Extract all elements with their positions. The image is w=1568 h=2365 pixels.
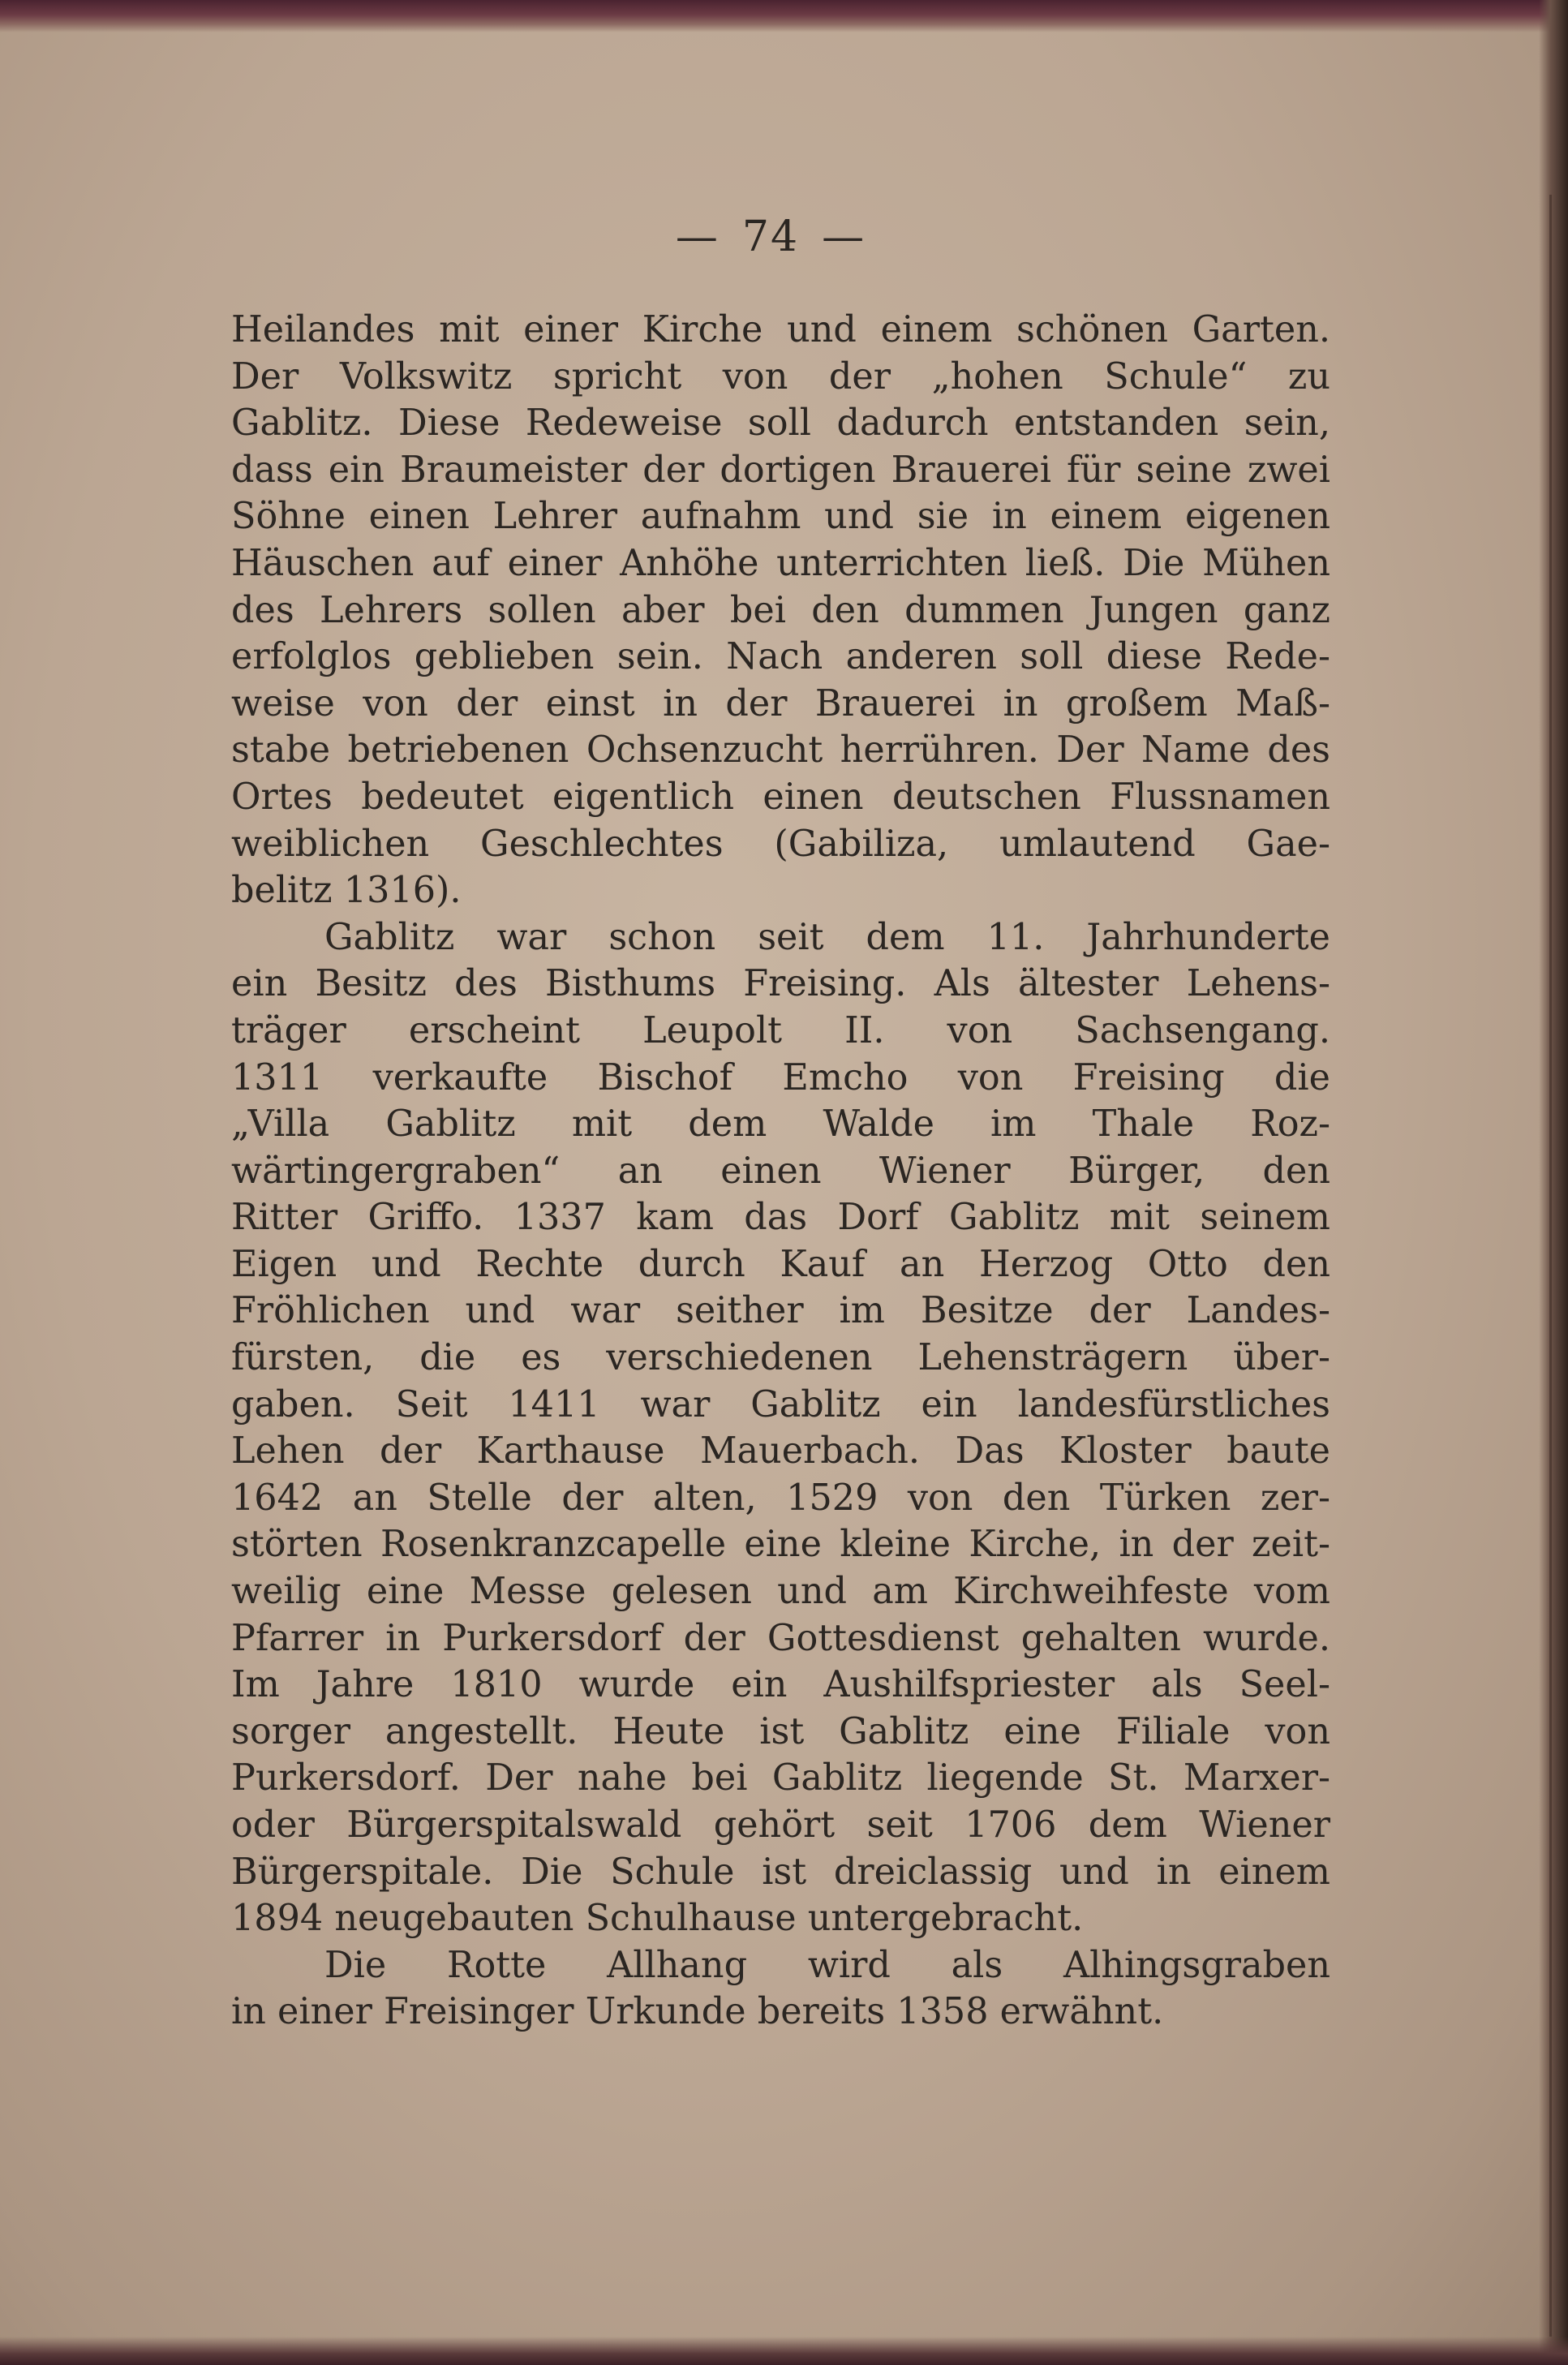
text-line: Pfarrer in Purkersdorf der Gottesdienst gehalten wurde. <box>231 1617 1330 1659</box>
text-line: Die Rotte Allhang wird als Alhingsgraben <box>324 1944 1330 1986</box>
page-number-value: 74 <box>741 213 800 261</box>
text-line: weise von der einst in der Brauerei in großem Maß- <box>231 682 1330 725</box>
text-line: Eigen und Rechte durch Kauf an Herzog Otto den <box>231 1243 1330 1285</box>
text-line: 1894 neugebauten Schulhause untergebracht. <box>231 1898 1084 1940</box>
book-binding-right-edge <box>1539 0 1568 2365</box>
body-text <box>231 307 1330 2036</box>
text-line: Heilandes mit einer Kirche und einem schönen Garten. <box>231 309 1330 350</box>
paragraph <box>231 1942 1330 2036</box>
page-number <box>0 213 1541 261</box>
book-cover-top-edge <box>0 0 1568 32</box>
page-number-dash-left: — <box>675 213 720 261</box>
text-line: ein Besitz des Bisthums Freising. Als ältester Lehens- <box>231 963 1330 1005</box>
text-line: Häuschen auf einer Anhöhe unterrichten ließ. Die Mühen <box>231 542 1330 584</box>
text-line: stabe betriebenen Ochsenzucht herrühren. Der Name des <box>231 729 1330 772</box>
text-line: 1642 an Stelle der alten, 1529 von den Türken zer- <box>231 1477 1330 1519</box>
page-edge-line <box>1549 195 1552 2337</box>
text-line: wärtingergraben“ an einen Wiener Bürger, den <box>231 1150 1330 1192</box>
text-line: oder Bürgerspitalswald gehört seit 1706 dem Wiener <box>231 1804 1330 1846</box>
text-line: Gablitz. Diese Redeweise soll dadurch entstanden sein, <box>231 402 1330 445</box>
text-line: 1311 verkaufte Bischof Emcho von Freising die <box>231 1056 1330 1099</box>
text-line: träger erscheint Leupolt II. von Sachsengang. <box>231 1009 1330 1051</box>
text-line: „Villa Gablitz mit dem Walde im Thale Roz- <box>231 1103 1330 1146</box>
text-line: Purkersdorf. Der nahe bei Gablitz liegende St. Marxer- <box>231 1757 1330 1800</box>
text-line: Der Volkswitz spricht von der „hohen Schule“ zu <box>231 355 1330 398</box>
text-line: gaben. Seit 1411 war Gablitz ein landesfürstliches <box>231 1383 1330 1425</box>
text-line: Söhne einen Lehrer aufnahm und sie in einem eigenen <box>231 496 1330 538</box>
paragraph <box>231 914 1330 1942</box>
text-line: weilig eine Messe gelesen und am Kirchweihfeste vom <box>231 1571 1330 1613</box>
text-line: störten Rosenkranzcapelle eine kleine Kirche, in der zeit- <box>231 1524 1330 1566</box>
page-number-dash-right: — <box>822 213 866 261</box>
text-line: erfolglos geblieben sein. Nach anderen soll diese Rede- <box>231 636 1330 678</box>
text-line: belitz 1316). <box>231 870 462 912</box>
text-line: dass ein Braumeister der dortigen Brauerei für seine zwei <box>231 449 1330 491</box>
text-line: Ritter Griffo. 1337 kam das Dorf Gablitz mit seinem <box>231 1197 1330 1239</box>
text-line: Ortes bedeutet eigentlich einen deutschen Flussnamen <box>231 776 1330 818</box>
paragraph <box>231 307 1330 914</box>
text-line: des Lehrers sollen aber bei den dummen Jungen ganz <box>231 589 1330 631</box>
text-line: Bürgerspitale. Die Schule ist dreiclassig und in einem <box>231 1851 1330 1893</box>
text-line: Lehen der Karthause Mauerbach. Das Kloster baute <box>231 1430 1330 1473</box>
text-line: weiblichen Geschlechtes (Gabiliza, umlautend Gae- <box>231 823 1330 865</box>
text-line: Gablitz war schon seit dem 11. Jahrhunderte <box>324 916 1330 958</box>
book-cover-bottom-edge <box>0 2337 1568 2365</box>
text-line: in einer Freisinger Urkunde bereits 1358 erwähnt. <box>231 1991 1164 2033</box>
text-line: Fröhlichen und war seither im Besitze der Landes- <box>231 1290 1330 1332</box>
text-line: fürsten, die es verschiedenen Lehensträgern über- <box>231 1337 1330 1379</box>
text-line: sorger angestellt. Heute ist Gablitz eine Filiale von <box>231 1710 1330 1752</box>
text-line: Im Jahre 1810 wurde ein Aushilfspriester als Seel- <box>231 1664 1330 1706</box>
